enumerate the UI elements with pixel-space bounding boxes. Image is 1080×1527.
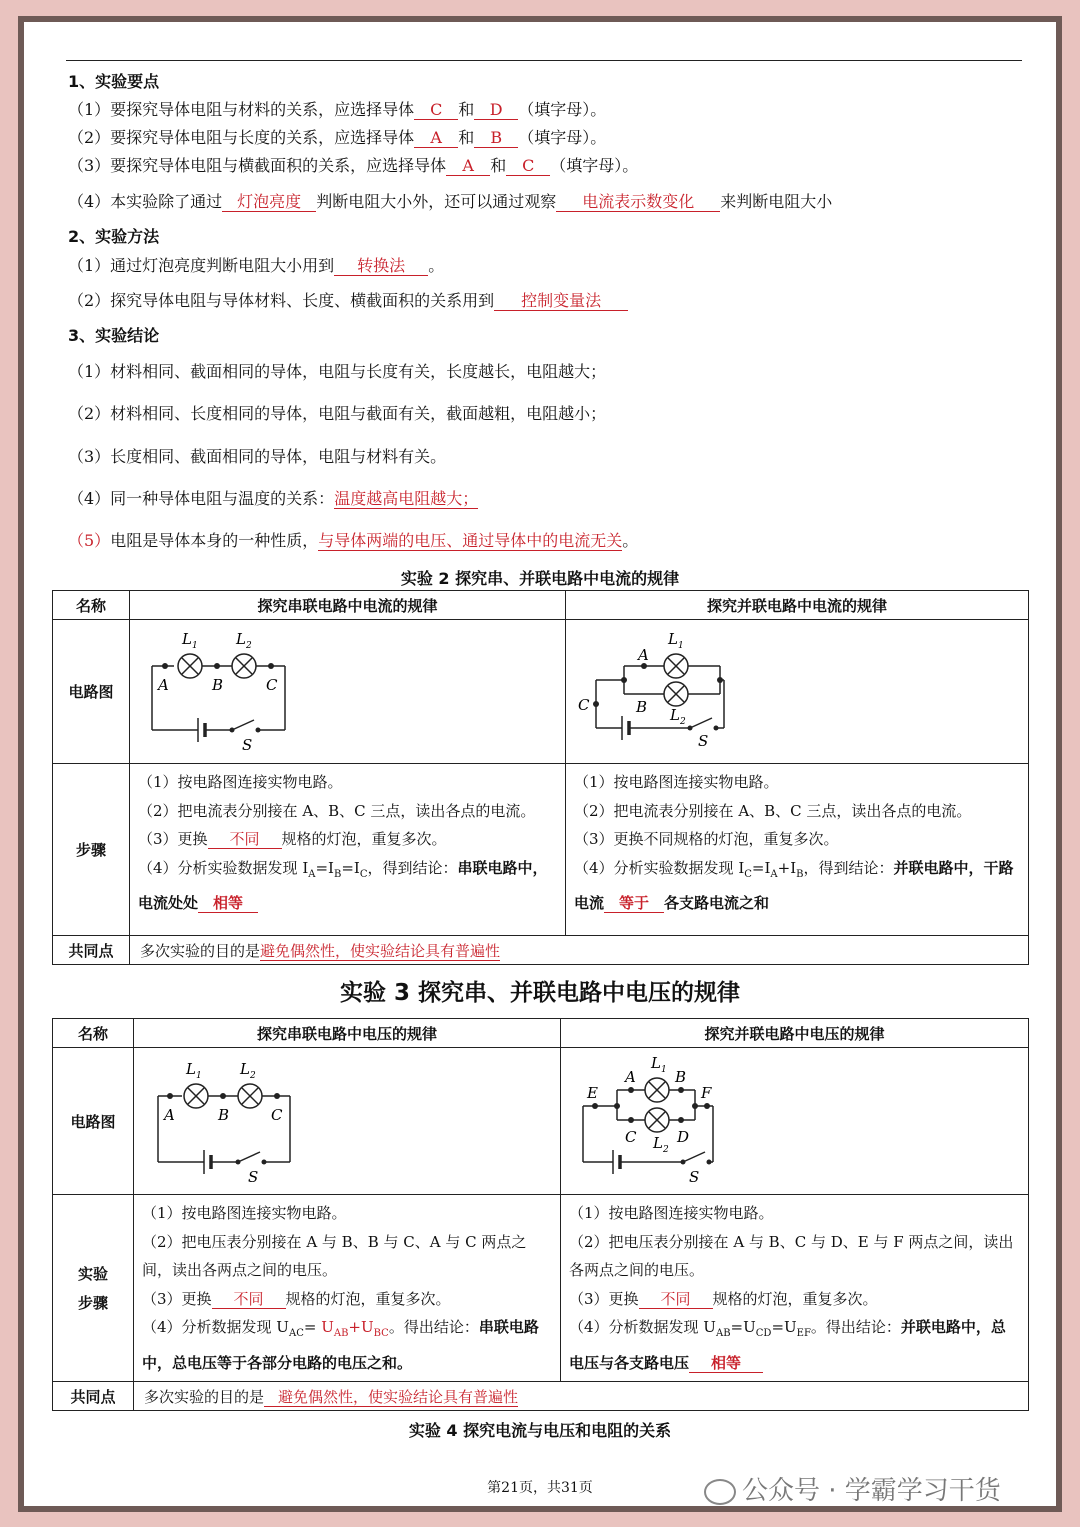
label-A: A — [164, 1106, 175, 1124]
label-C: C — [625, 1128, 637, 1146]
step-2: （2）把电流表分别接在 A、B、C 三点，读出各点的电流。 — [574, 801, 972, 820]
series-steps — [130, 764, 566, 936]
label-L1: $L_1$ — [182, 630, 198, 651]
parallel-circuit-cell — [566, 620, 1029, 764]
answer-blank: 不同 — [639, 1290, 713, 1309]
row-steps-label: 实验 步骤 — [53, 1195, 134, 1382]
point-1 — [68, 100, 606, 120]
item-number: （5） — [68, 531, 111, 550]
series-voltage-circuit-diagram — [134, 1048, 560, 1190]
text: 判断电阻大小外，还可以通过观察 — [316, 192, 557, 211]
step-3: （3）更换 不同 规格的灯泡，重复多次。 — [142, 1289, 451, 1308]
step-3: （3）更换不同规格的灯泡，重复多次。 — [574, 830, 839, 848]
text: 和 — [458, 128, 475, 147]
text: 。 — [622, 531, 639, 550]
answer-blank: A — [414, 129, 458, 148]
section-1-title: 1、实验要点 — [68, 72, 160, 91]
row-common-label: 共同点 — [53, 936, 130, 965]
step-1: （1）按电路图连接实物电路。 — [142, 1204, 347, 1222]
step-2: （2）把电压表分别接在 A 与 B、B 与 C、A 与 C 两点之间，读出各两点之间的电压。 — [142, 1232, 527, 1279]
parallel-voltage-circuit-diagram — [561, 1048, 1028, 1190]
row-circuit-label: 电路图 — [53, 1048, 134, 1195]
exp3-caption: 实验 3 探究串、并联电路中电压的规律 — [339, 980, 741, 1006]
point-4 — [68, 192, 832, 212]
label-S: S — [242, 736, 253, 754]
parallel-steps — [561, 1195, 1029, 1382]
answer-blank: 不同 — [208, 830, 282, 849]
label-A: A — [158, 676, 169, 694]
text: （填字母）。 — [518, 128, 607, 147]
answer-blank: 电流表示数变化 — [556, 193, 720, 212]
label-L2: $L_2$ — [653, 1134, 669, 1155]
step-4: （4）分析数据发现 $U_{AC}= U_{AB}+U_{BC}$。得出结论：串联电路中，总电压等于各部分电路的电压之和。 — [142, 1318, 539, 1372]
label-E: E — [587, 1084, 598, 1102]
wechat-icon — [704, 1479, 736, 1505]
conclusion-3: （3）长度相同、截面相同的导体，电阻与材料有关。 — [68, 447, 447, 466]
series-steps — [134, 1195, 561, 1382]
series-current-circuit-diagram — [130, 620, 565, 759]
exp3-table — [52, 1018, 1029, 1411]
text: 。 — [428, 256, 445, 275]
label-C: C — [578, 696, 590, 714]
header-name: 名称 — [53, 1019, 134, 1048]
row-steps-label: 步骤 — [53, 764, 130, 936]
text: 电阻是导体本身的一种性质， — [110, 531, 319, 550]
document-page — [24, 22, 1056, 1506]
text: （填字母）。 — [518, 100, 607, 119]
step-1: （1）按电路图连接实物电路。 — [569, 1204, 774, 1222]
step-4: （4）分析实验数据发现 $I_A=I_B=I_C$，得到结论：串联电路中，电流处处 相等 — [138, 858, 548, 912]
text: （填字母）。 — [550, 156, 639, 175]
label-S: S — [698, 732, 709, 750]
text: 和 — [458, 100, 475, 119]
header-series: 探究串联电路中电压的规律 — [134, 1019, 561, 1048]
label-S: S — [689, 1168, 700, 1186]
page-number: 第21页，共31页 — [487, 1480, 593, 1496]
header-parallel: 探究并联电路中电压的规律 — [561, 1019, 1029, 1048]
parallel-circuit-cell — [561, 1048, 1029, 1195]
answer-text: 避免偶然性，使实验结论具有普遍性 — [264, 1388, 518, 1407]
exp2-caption: 实验 2 探究串、并联电路中电流的规律 — [400, 569, 680, 588]
answer-blank: D — [474, 101, 518, 120]
point-3 — [68, 156, 638, 176]
exp4-caption: 实验 4 探究电流与电压和电阻的关系 — [408, 1421, 672, 1440]
step-3: （3）更换 不同 规格的灯泡，重复多次。 — [569, 1289, 878, 1308]
label-L1: $L_1$ — [668, 630, 684, 651]
series-circuit-cell — [130, 620, 566, 764]
label-A: A — [625, 1068, 636, 1086]
series-circuit-cell — [134, 1048, 561, 1195]
section-2-title: 2、实验方法 — [68, 227, 160, 246]
parallel-steps — [566, 764, 1029, 936]
text: （4）同一种导体电阻与温度的关系： — [68, 489, 335, 508]
answer-text: 与导体两端的电压、通过导体中的电流无关 — [318, 531, 623, 550]
step-1: （1）按电路图连接实物电路。 — [574, 773, 779, 791]
label-F: F — [701, 1084, 712, 1102]
answer-blank: B — [474, 129, 518, 148]
answer-text: 温度越高电阻越大； — [334, 489, 479, 508]
text: 和 — [490, 156, 507, 175]
label-L1: $L_1$ — [651, 1054, 667, 1075]
conclusion-5 — [68, 531, 638, 551]
label-L1: $L_1$ — [186, 1060, 202, 1081]
method-2 — [68, 291, 628, 311]
answer-blank: A — [446, 157, 490, 176]
page-frame — [18, 16, 1062, 1512]
label-B: B — [212, 676, 224, 694]
answer-blank: 等于 — [604, 894, 664, 913]
answer-blank: 转换法 — [334, 257, 428, 276]
answer-text: 避免偶然性，使实验结论具有普遍性 — [260, 941, 501, 960]
step-2: （2）把电流表分别接在 A、B、C 三点，读出各点的电流。 — [138, 801, 536, 820]
section-3-title: 3、实验结论 — [68, 326, 160, 345]
common-cell: 多次实验的目的是 避免偶然性，使实验结论具有普遍性 — [134, 1382, 1029, 1411]
answer-blank: 相等 — [689, 1354, 763, 1373]
step-2: （2）把电压表分别接在 A 与 B、C 与 D、E 与 F 两点之间，读出各两点之间的电压。 — [569, 1232, 1014, 1279]
header-name: 名称 — [53, 591, 130, 620]
text: （2）探究导体电阻与导体材料、长度、横截面积的关系用到 — [68, 291, 495, 310]
answer-blank: C — [506, 157, 550, 176]
step-4: （4）分析数据发现 $U_{AB}=U_{CD}=U_{EF}$。得出结论：并联电路中，总电压与各支路电压 相等 — [569, 1318, 1006, 1372]
conclusion-4 — [68, 489, 478, 509]
parallel-current-circuit-diagram — [566, 620, 1028, 759]
header-rule — [66, 60, 1022, 61]
text: （3）要探究导体电阻与横截面积的关系，应选择导体 — [68, 156, 447, 175]
header-series: 探究串联电路中电流的规律 — [130, 591, 566, 620]
step-3: （3）更换 不同 规格的灯泡，重复多次。 — [138, 830, 447, 848]
label-L2: $L_2$ — [240, 1060, 256, 1081]
label-L2: $L_2$ — [670, 706, 686, 727]
answer-blank: 不同 — [212, 1290, 286, 1309]
answer-blank: 相等 — [198, 894, 258, 913]
watermark: 公众号 · 学霸学习干货 — [704, 1470, 1001, 1507]
label-L2: $L_2$ — [236, 630, 252, 651]
label-C: C — [271, 1106, 283, 1124]
exp2-table — [52, 590, 1029, 965]
label-C: C — [266, 676, 278, 694]
text: 来判断电阻大小 — [720, 192, 833, 211]
conclusion-2: （2）材料相同、长度相同的导体，电阻与截面有关，截面越粗，电阻越小； — [68, 404, 607, 423]
point-2 — [68, 128, 606, 148]
label-S: S — [248, 1168, 259, 1186]
row-common-label: 共同点 — [53, 1382, 134, 1411]
label-B: B — [218, 1106, 230, 1124]
row-circuit-label: 电路图 — [53, 620, 130, 764]
answer-blank: 灯泡亮度 — [222, 193, 316, 212]
answer-blank: C — [414, 101, 458, 120]
label-B: B — [636, 698, 648, 716]
text: （2）要探究导体电阻与长度的关系，应选择导体 — [68, 128, 415, 147]
text: （1）通过灯泡亮度判断电阻大小用到 — [68, 256, 335, 275]
text: （1）要探究导体电阻与材料的关系，应选择导体 — [68, 100, 415, 119]
common-cell: 多次实验的目的是避免偶然性，使实验结论具有普遍性 — [130, 936, 1029, 965]
header-parallel: 探究并联电路中电流的规律 — [566, 591, 1029, 620]
label-B: B — [675, 1068, 687, 1086]
label-D: D — [677, 1128, 690, 1146]
step-1: （1）按电路图连接实物电路。 — [138, 773, 343, 791]
answer-blank: 控制变量法 — [494, 292, 628, 311]
method-1 — [68, 256, 444, 276]
label-A: A — [638, 646, 649, 664]
text: （4）本实验除了通过 — [68, 192, 223, 211]
conclusion-1: （1）材料相同、截面相同的导体，电阻与长度有关，长度越长，电阻越大； — [68, 362, 607, 381]
step-4: （4）分析实验数据发现 $I_C=I_A+I_B$，得到结论：并联电路中，干路电流 等于 各支路电流之和 — [574, 858, 1014, 912]
